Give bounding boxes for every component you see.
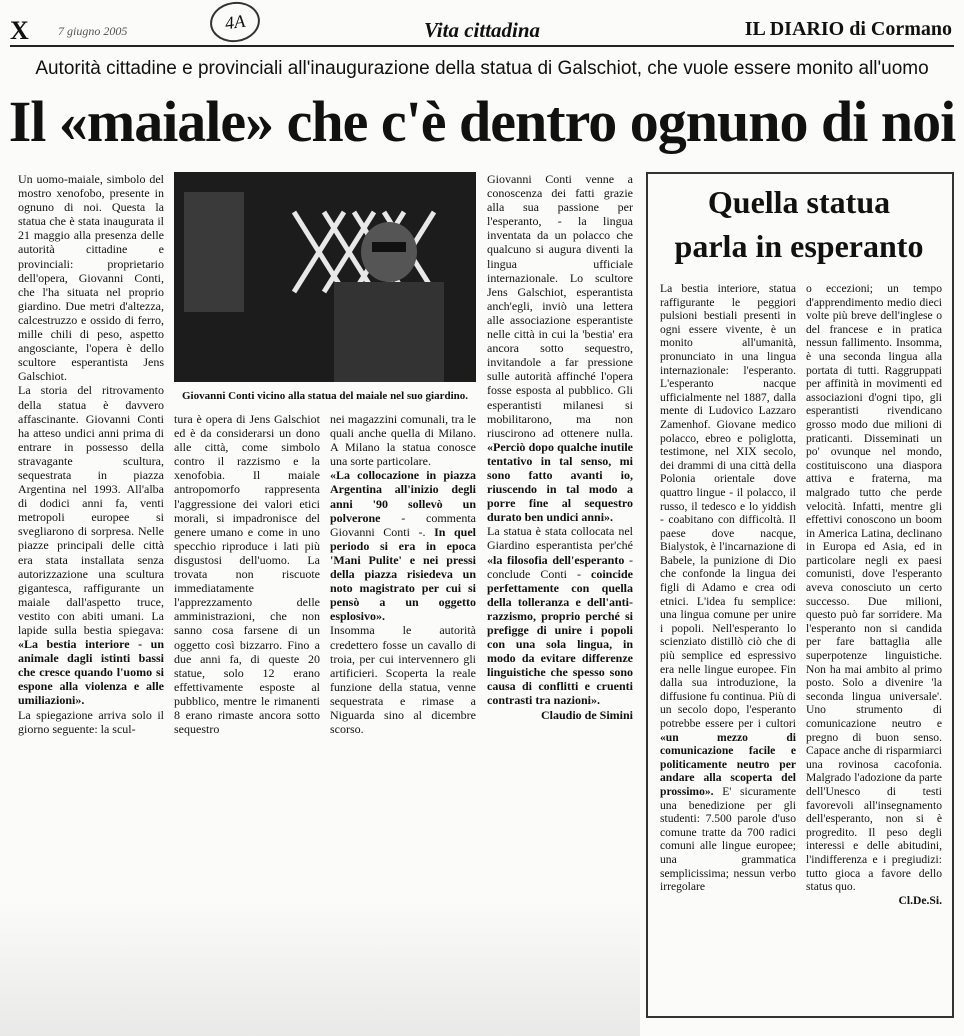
sidebar-col1-body: La bestia interiore, statua raffigurante le peggiori pulsioni bestiali presenti in ogni essere vivente, è un monito all'umanità, pronunciato in una lingua internazionale: l'esperanto. L'esperanto nacque ufficialmente nel 1887, dalla mente di Ludovico Lazzaro Zamenhof. Giovane medico polacco, ebreo e poliglotta, testimone, nel XIX secolo, dei drammi di una città della Polonia orientale dove quattro lingue - il polacco, il russo, il tedesco e lo yiddish - coabitano con difficoltà. Il paese dove nacque, Bialystok, è l'incarnazione di Babele, la punizione di Dio che confonde la lingua dei figli di Adamo e crea odi etnici. L'idea fu semplice: una lingua comune per unire i popoli. Nell'esperanto lo scienziato distillò ciò che di più semplice ed espressivo era nelle lingue europee. Fin dalla sua introduzione, la diffusione fu continua. Più di un secolo dopo, l'esperanto potrebbe essere per i cultori [660, 282, 796, 730]
article-column-4 [487, 172, 633, 722]
col1-paragraph-1: Un uomo-maiale, simbolo del mostro xenofobo, presente in ognuno di noi. Questa la statua che è stata inaugurata il 21 maggio alla presenza delle autorità cittadine e provinciali: proprietario dell'opera, Giovanni Conti, che l'ha situata nel proprio giardino. Due metri d'altezza, calcestruzzo e ossido di ferro, mille chili di peso, aspetto angosciante, l'opera è dello scultore esperantista Jens Galschiot. [18, 172, 164, 384]
photo-caption: Giovanni Conti vicino alla statua del maiale nel suo giardino. [181, 390, 469, 402]
sidebar-col1-quote: «un mezzo di comunicazione facile e politicamente neutro per andare alla scoperta del prossimo». [660, 730, 796, 798]
sidebar-signature: Cl.De.Si. [898, 893, 942, 907]
sidebar-col2-text: o eccezioni; un tempo d'apprendimento medio dieci volte più breve dell'inglese o del francese e in pratica nessun fallimento. Insomma, è una seconda lingua alla portata di tutti. Raggruppati per affinità in movimenti ed associazioni d'ogni tipo, gli esperantisti rivendicano grosso modo due milioni di praticanti. Disseminati un po' ovunque nel mondo, costituiscono una diaspora attiva e fraterna, ma malgrado tutto che perde velocità. Infatti, mentre gli effettivi conoscono un boom in America Latina, declinano in Europa ed Asia, ed in particolare negli ex paesi comunisti, dove l'esperanto aveva conosciuto un certo successo. Due milioni, questo può far sorridere. Ma l'esperanto non si candida per fare battaglia alle superpotenze linguistiche. Non ha mai ambito al primo posto. Solo a divenire 'la seconda lingua universale'. Uno strumento di comunicazione neutro e pregno di buon senso. Capace anche di risparmiarci una rovinosa cacofonia. Malgrado l'adozione da parte dell'Unesco di testi favorevoli all'insegnamento dell'esperanto, non si è progredito. Il peso degli interessi e delle abitudini, l'indifferenza e i pregiudizi: tutto gioca a favore dello status quo. [806, 282, 942, 894]
header-rule [10, 45, 954, 47]
article-column-2 [174, 412, 320, 736]
col2-text: tura è opera di Jens Galschiot ed è da considerarsi un dono alle città, come simbolo contro il razzismo e la xenofobia. Il maiale antropomorfo rappresenta l'aggressione dei valori etici morali, si impadronisce del genere umano e come in uno specchio riproduce i lati più disgustosi dell'uomo. La trovata non riscuote immediatamente l'apprezzamento delle amministrazioni, che non sanno cosa farsene di un oggetto così bizzarro. Fino a due anni fa, di queste 20 statue, solo 12 erano effettivamente esposte al pubblico, mentre le rimanenti 8 erano rimaste ancora sotto sequestro [174, 412, 320, 737]
col3-quote [330, 468, 476, 623]
masthead [745, 18, 952, 41]
article-column-3 [330, 412, 476, 736]
col4-body-text: La statua è stata collocata nel Giardino esperantista per'ché [487, 524, 633, 553]
col1-quote: «La bestia interiore - un animale dagli istinti bassi che cresce quando l'uomo si espone alla violenza e alle umiliazioni». [18, 637, 164, 708]
sidebar-col1-text [660, 282, 796, 894]
article-kicker: Autorità cittadine e provinciali all'inaugurazione della statua di Galschiot, che vuole essere monito all'uomo [35, 58, 929, 79]
article-headline: Il «maiale» che c'è dentro ognuno di noi [8, 89, 956, 154]
sidebar-column-2 [806, 282, 942, 907]
col4-quote-2: «la filosofia dell'esperanto [487, 552, 625, 567]
col3-quote-2: In quel periodo si era in epoca 'Mani Pulite' e nei pressi della piazza risiedeva un noto magistrato per cui si pensò a un oggetto esplosivo». [330, 524, 476, 624]
col4-intro [487, 172, 633, 524]
col3-attribution: - commenta Giovanni Conti -. [330, 510, 476, 539]
article-photo [174, 172, 476, 382]
sidebar-col1-tail: E' sicuramente una benedizione per gli studenti: 7.500 parole d'uso comune tratte da 700 radici comuni alle lingue europee; una grammatica semplicissima; nessun verbo irregolare [660, 784, 796, 894]
scan-smudge [0, 900, 640, 1036]
col1-paragraph-2-text: La storia del ritrovamento della statua è davvero affascinante. Giovanni Conti ha atteso undici anni prima di entrare in possesso della stravagante scultura, sequestrata in piazza Argentina nel 1993. All'alba di dodici anni fa, venti metropoli europee si svegliarono di sorpresa. Nelle piazze principali delle città era stata installata senza autorizzazione una scultura gigantesca, raffigurante un maiale dall'aspetto truce, vestito con abiti umani. La lapide sulla bestia spiegava: [18, 383, 164, 637]
col4-body [487, 524, 633, 707]
sidebar-title-line-2: parla in esperanto [674, 228, 924, 264]
article-column-1 [18, 172, 164, 736]
sidebar-column-1 [660, 282, 796, 894]
handwritten-note: 4A [207, 0, 262, 45]
col4-attribution: - conclude Conti - [487, 552, 633, 581]
section-title: Vita cittadina [423, 18, 541, 42]
col3-intro: nei magazzini comunali, tra le quali anche quella di Milano. A Milano la statua conosce una sorte particolare. [330, 412, 476, 469]
sidebar-title [650, 180, 948, 268]
col1-paragraph-2 [18, 383, 164, 707]
col3-quote-1: «La collocazione in piazza Argentina all'inizio degli anni '90 sollevò un polverone [330, 468, 476, 525]
sidebar-title-line-1: Quella statua [707, 184, 891, 220]
col4-intro-text: Giovanni Conti venne a conoscenza dei fatti grazie alla sua passione per l'esperanto, - la lingua inventata da un polacco che qualcuno si augura diventi la lingua ufficiale internazionale. Lo scultore Jens Galschiot, esperantista anch'egli, inviò una lettera alle associazione esperantiste nelle città in cui la 'bestia' era ancora sotto sequestro, invitandole a far pressione sulle autorità affinché l'opera fosse esposta al pubblico. Gli esperantisti milanesi si mobilitarono, ma non riuscirono ad ottenere nulla. [487, 172, 633, 440]
masthead-name: IL DIARIO [744, 18, 845, 40]
article-byline: Claudio de Simini [540, 707, 633, 722]
col3-body: Insomma le autorità credettero fosse un cavallo di troia, per cui intervennero gli artificieri. Scoperta la reale funzione della statua, venne sequestrata e rimase a Niguarda sino al dicembre scorso. [330, 623, 476, 737]
issue-date: 7 giugno 2005 [58, 24, 128, 38]
col4-quote-3: coincide perfettamente con quella della tolleranza e dell'anti-razzismo, proprio perché si prefigge di unire i popoli con una sola lingua, in modo da evitare differenze linguistiche che spesso sono causa di conflitti e cruenti contrasti tra nazioni». [487, 566, 634, 708]
masthead-suffix: di Cormano [849, 18, 952, 40]
col1-tail: La spiegazione arriva solo il giorno seguente: la scul- [18, 707, 164, 736]
col4-quote-1: «Perciò dopo qualche inutile tentativo in tal senso, mi sono fatto avanti io, riuscendo in tal modo a porre fine al sequestro durato ben undici anni». [487, 439, 633, 525]
photo-illustration [174, 172, 476, 382]
page-marker: X [10, 16, 29, 45]
